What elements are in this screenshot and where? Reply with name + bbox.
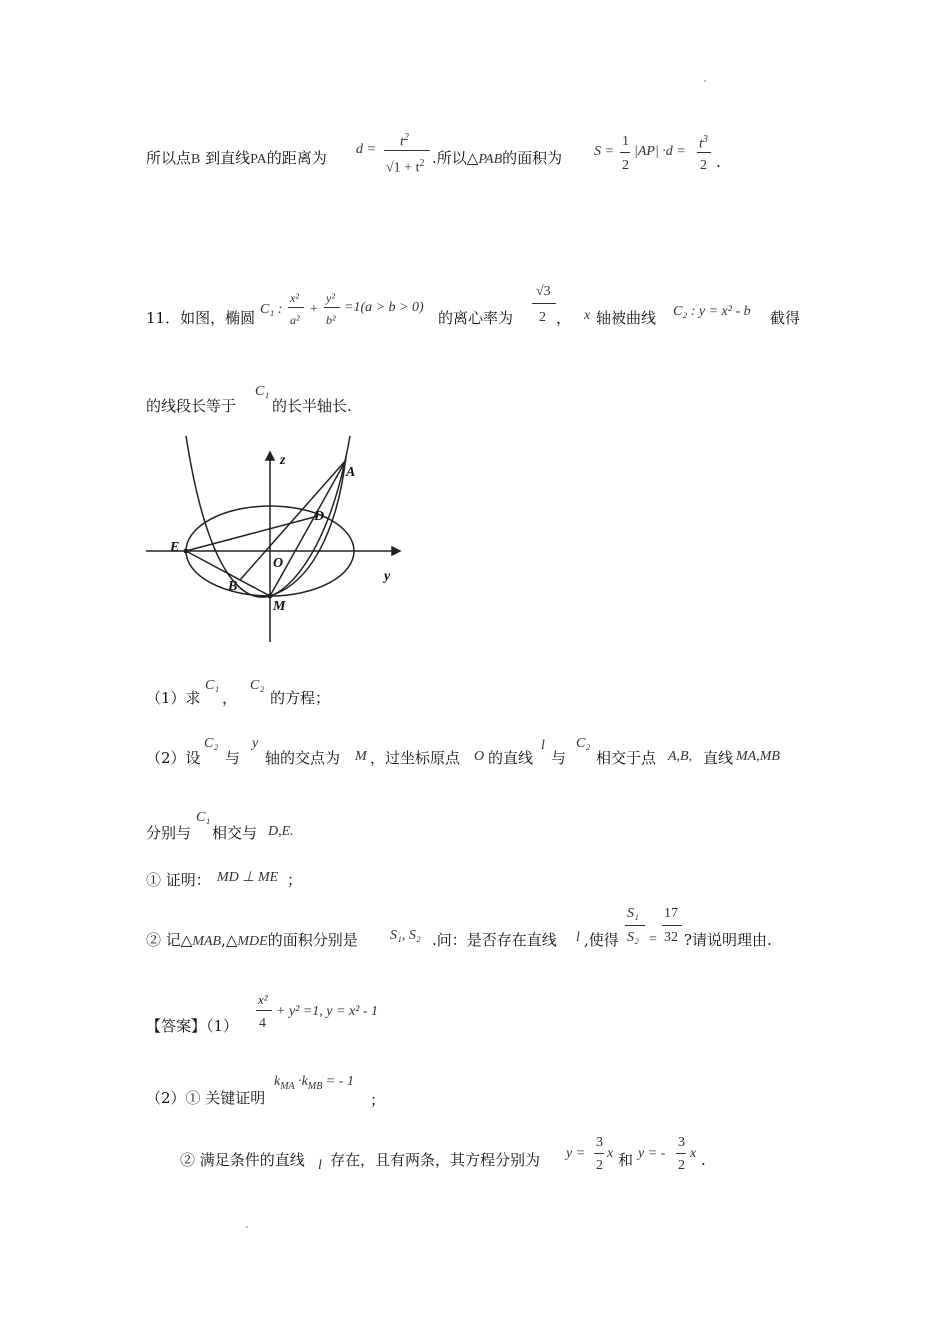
label-e: E <box>170 540 180 555</box>
with: 与 <box>551 749 567 767</box>
ecc-den: 2 <box>539 310 546 325</box>
thirty-two: 32 <box>664 930 678 945</box>
y-var: y <box>252 736 259 751</box>
sub2-line: ② 记△MAB,△MDE的面积分别是 <box>146 931 358 949</box>
text: 相交于点 <box>596 749 657 767</box>
question-11-label: 11．如图，椭圆 <box>146 309 256 327</box>
plus: + <box>310 302 318 317</box>
part1-suffix: 的方程； <box>270 689 331 707</box>
fraction-bar <box>697 152 711 153</box>
two: 2 <box>596 1158 603 1173</box>
c2: C₂ <box>576 736 591 751</box>
period: . <box>701 1151 706 1169</box>
label-z: z <box>280 453 286 468</box>
x: x <box>607 1146 614 1161</box>
seventeen: 17 <box>664 906 678 921</box>
c2: C₂ <box>204 736 219 751</box>
text: 的长半轴长. <box>272 397 352 415</box>
and: 和 <box>618 1151 634 1169</box>
label-a: A <box>346 465 356 480</box>
label-m: M <box>273 599 286 614</box>
sep: ， <box>222 689 238 707</box>
ecc-num: √3 <box>536 284 551 299</box>
label-b: B <box>228 579 238 594</box>
text: ，过坐标原点 <box>370 749 461 767</box>
text: 所以点 <box>146 149 192 167</box>
ans3-text: 存在，且有两条，其方程分别为 <box>330 1151 541 1169</box>
text: 轴的交点为 <box>265 749 341 767</box>
ellipse-parabola-figure <box>140 430 410 650</box>
cut-text: 截得 <box>770 309 801 327</box>
c1: C₁ <box>255 384 270 399</box>
text: 的直线 <box>488 749 534 767</box>
text: ,使得 <box>584 931 619 949</box>
y-eq: y = <box>566 1146 586 1161</box>
ap-d-expr: |AP| ·d = <box>634 144 686 159</box>
fraction-bar <box>384 150 430 151</box>
l: l <box>318 1158 322 1173</box>
fraction-bar <box>256 1010 272 1011</box>
ans3-prefix: ② 满足条件的直线 <box>180 1151 305 1169</box>
points: D,E. <box>268 824 294 839</box>
text: 的线段长等于 <box>146 397 237 415</box>
x2: x² <box>258 992 268 1007</box>
four: 4 <box>259 1016 266 1031</box>
horizontal-arrow <box>392 547 400 555</box>
points: A,B, <box>668 749 693 764</box>
line-pa: PA <box>250 152 267 167</box>
t3-den: 2 <box>700 158 707 173</box>
c1-b: b² <box>326 313 336 327</box>
label-y: y <box>384 569 391 584</box>
lines: MA,MB <box>736 749 780 764</box>
fraction-bar <box>676 1153 686 1154</box>
c1: C₁ <box>196 810 211 825</box>
d-lhs: d = <box>356 142 376 157</box>
answer-label: 【答案】（1） <box>146 1017 239 1035</box>
point-b: B <box>191 152 201 167</box>
line-ma <box>270 460 346 596</box>
c2-expr: C₂ : y = x² - b <box>673 304 751 319</box>
text: 到直线 <box>205 149 251 167</box>
c1-expr: C₁ : <box>260 302 283 317</box>
d-denominator: $√1 + t^2$ <box>386 158 425 176</box>
s1: S₁ <box>627 906 639 921</box>
m: M <box>355 749 367 764</box>
l: l <box>576 930 580 945</box>
text: 相交与 <box>212 824 258 842</box>
t3-num: $t^3$ <box>699 134 708 152</box>
fraction-bar <box>625 925 645 926</box>
text: 分别与 <box>146 824 192 842</box>
with: 与 <box>225 749 241 767</box>
y-eq-neg: y = - <box>638 1146 666 1161</box>
three: 3 <box>596 1135 603 1150</box>
half-den: 2 <box>622 158 629 173</box>
ans2-prefix: （2）① 关键证明 <box>146 1089 266 1107</box>
fraction-bar <box>620 152 630 153</box>
label-d: D <box>314 509 325 524</box>
point-m <box>268 594 273 599</box>
distance-area-line <box>146 148 327 170</box>
x-var: x <box>584 308 591 323</box>
c1-a: a² <box>290 313 300 327</box>
c1-condition: =1(a > b > 0) <box>344 300 424 315</box>
c1-x: x² <box>290 291 299 305</box>
text: .问：是否存在直线 <box>432 931 557 949</box>
scan-dot <box>246 1226 248 1228</box>
x: x <box>690 1146 697 1161</box>
d-numerator: $t^2$ <box>400 132 409 150</box>
c2: C₂ <box>250 678 265 693</box>
text: 的距离为 <box>266 149 327 167</box>
ans2-suffix: ； <box>370 1091 386 1109</box>
equals: = <box>649 932 657 947</box>
s-lhs: S = <box>594 144 614 159</box>
period: . <box>716 153 721 171</box>
answer-rest: + y² =1, y = x² - 1 <box>276 1004 379 1019</box>
o: O <box>474 749 485 764</box>
fraction-bar <box>288 307 304 308</box>
fraction-bar <box>594 1153 604 1154</box>
s2: S₂ <box>627 930 639 945</box>
half-num: 1 <box>622 134 629 149</box>
c1: C₁ <box>205 678 220 693</box>
area-text: .所以△PAB的面积为 <box>432 149 563 167</box>
c1-y: y² <box>326 291 335 305</box>
l: l <box>541 738 545 753</box>
fraction-bar <box>532 303 556 304</box>
scan-dot <box>704 80 706 82</box>
three: 3 <box>678 1135 685 1150</box>
eccentricity-text: 的离心率为 <box>438 309 514 327</box>
part1-prefix: （1）求 <box>146 689 201 707</box>
slope-product: $k_{MA} \cdot k_{MB}$ = - 1 <box>274 1074 354 1092</box>
label-o: O <box>273 556 284 571</box>
point-e <box>184 549 189 554</box>
two: 2 <box>678 1158 685 1173</box>
fraction-bar <box>662 925 682 926</box>
text: ?请说明理由. <box>684 931 772 949</box>
sub1-expr: MD ⊥ ME <box>217 870 279 885</box>
sub1-suffix: ； <box>287 871 303 889</box>
text: 直线 <box>703 749 734 767</box>
s-values: S₁, S₂ <box>390 928 421 943</box>
comma: ， <box>556 309 572 327</box>
sub1-prefix: ① 证明： <box>146 871 211 889</box>
fraction-bar <box>324 307 340 308</box>
vertical-arrow <box>266 452 274 460</box>
part2-prefix: （2）设 <box>146 749 201 767</box>
axis-text: 轴被曲线 <box>596 309 657 327</box>
